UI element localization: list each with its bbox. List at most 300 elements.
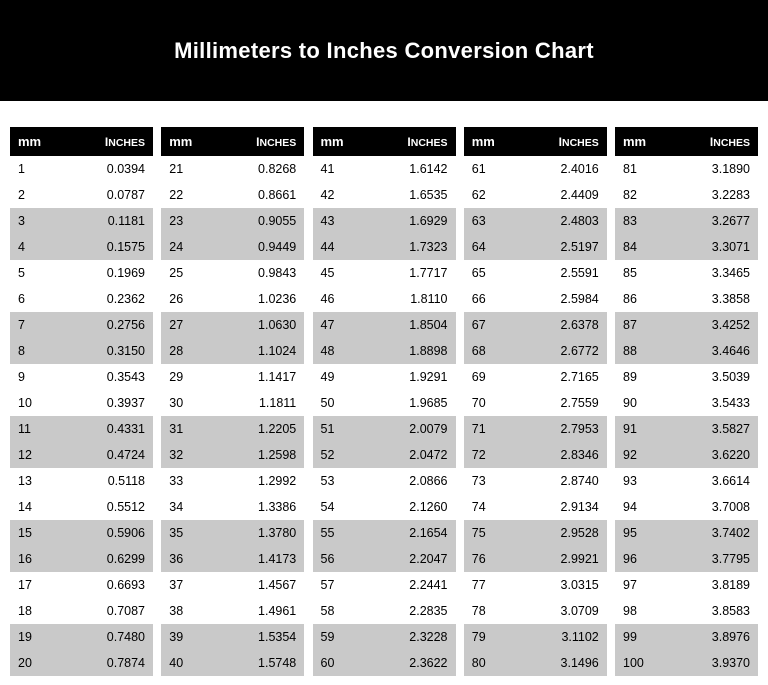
page-title: Millimeters to Inches Conversion Chart — [174, 37, 594, 63]
table-row — [313, 260, 456, 286]
table-row — [161, 572, 304, 598]
cell-mm: 51 — [313, 416, 385, 442]
table-row — [464, 234, 607, 260]
cell-inches: 3.5827 — [687, 416, 759, 442]
table-row — [313, 494, 456, 520]
cell-inches: 1.5748 — [233, 650, 305, 676]
table-row — [10, 494, 153, 520]
cell-mm: 15 — [10, 520, 82, 546]
cell-mm: 22 — [161, 182, 233, 208]
cell-mm: 64 — [464, 234, 536, 260]
cell-mm: 39 — [161, 624, 233, 650]
cell-mm: 24 — [161, 234, 233, 260]
cell-inches: 2.9528 — [535, 520, 607, 546]
table-row — [161, 598, 304, 624]
table-row — [313, 338, 456, 364]
cell-mm: 14 — [10, 494, 82, 520]
cell-inches: 1.1811 — [233, 390, 305, 416]
cell-inches: 3.8189 — [687, 572, 759, 598]
table-row — [161, 208, 304, 234]
cell-mm: 78 — [464, 598, 536, 624]
table-row — [161, 546, 304, 572]
table-row — [10, 598, 153, 624]
cell-inches: 0.8661 — [233, 182, 305, 208]
cell-inches: 3.7008 — [687, 494, 759, 520]
table-row — [10, 338, 153, 364]
cell-inches: 0.8268 — [233, 156, 305, 182]
table-row — [615, 598, 758, 624]
cell-inches: 0.4724 — [82, 442, 154, 468]
cell-mm: 26 — [161, 286, 233, 312]
cell-inches: 0.9843 — [233, 260, 305, 286]
column-header-inches: INCHES — [535, 127, 607, 156]
table-row — [313, 520, 456, 546]
cell-mm: 70 — [464, 390, 536, 416]
cell-inches: 0.7480 — [82, 624, 154, 650]
table-row — [615, 468, 758, 494]
cell-inches: 0.5906 — [82, 520, 154, 546]
table-row — [464, 260, 607, 286]
cell-mm: 47 — [313, 312, 385, 338]
cell-inches: 0.0394 — [82, 156, 154, 182]
cell-inches: 3.9370 — [687, 650, 759, 676]
table-row — [161, 468, 304, 494]
cell-inches: 3.2283 — [687, 182, 759, 208]
cell-inches: 3.7795 — [687, 546, 759, 572]
cell-mm: 94 — [615, 494, 687, 520]
table-row — [615, 494, 758, 520]
cell-inches: 0.1181 — [82, 208, 154, 234]
cell-mm: 7 — [10, 312, 82, 338]
cell-mm: 82 — [615, 182, 687, 208]
cell-mm: 29 — [161, 364, 233, 390]
cell-mm: 68 — [464, 338, 536, 364]
table-row — [161, 442, 304, 468]
table-row — [10, 468, 153, 494]
table-row — [464, 338, 607, 364]
cell-mm: 8 — [10, 338, 82, 364]
table-row — [10, 390, 153, 416]
table-row — [313, 416, 456, 442]
table-row — [464, 598, 607, 624]
table-row — [10, 520, 153, 546]
cell-mm: 28 — [161, 338, 233, 364]
table-row — [464, 312, 607, 338]
cell-mm: 35 — [161, 520, 233, 546]
cell-mm: 38 — [161, 598, 233, 624]
cell-mm: 55 — [313, 520, 385, 546]
cell-mm: 65 — [464, 260, 536, 286]
table-row — [161, 312, 304, 338]
table-row — [161, 364, 304, 390]
table-row — [10, 650, 153, 676]
cell-mm: 33 — [161, 468, 233, 494]
cell-mm: 49 — [313, 364, 385, 390]
table-row — [464, 390, 607, 416]
table-row — [464, 572, 607, 598]
cell-inches: 2.9921 — [535, 546, 607, 572]
table-row — [464, 416, 607, 442]
cell-mm: 97 — [615, 572, 687, 598]
cell-inches: 0.4331 — [82, 416, 154, 442]
cell-inches: 2.9134 — [535, 494, 607, 520]
cell-inches: 1.8504 — [384, 312, 456, 338]
cell-mm: 20 — [10, 650, 82, 676]
cell-mm: 66 — [464, 286, 536, 312]
cell-inches: 0.7087 — [82, 598, 154, 624]
cell-mm: 69 — [464, 364, 536, 390]
table-row — [10, 364, 153, 390]
conversion-table — [464, 127, 607, 676]
cell-inches: 0.6299 — [82, 546, 154, 572]
table-row — [464, 442, 607, 468]
cell-mm: 27 — [161, 312, 233, 338]
table-row — [161, 260, 304, 286]
cell-inches: 2.2047 — [384, 546, 456, 572]
table-row — [464, 494, 607, 520]
cell-inches: 1.7323 — [384, 234, 456, 260]
table-row — [161, 234, 304, 260]
table-row — [615, 390, 758, 416]
table-row — [464, 208, 607, 234]
cell-inches: 2.5591 — [535, 260, 607, 286]
cell-mm: 2 — [10, 182, 82, 208]
cell-inches: 3.2677 — [687, 208, 759, 234]
table-row — [615, 234, 758, 260]
cell-inches: 1.7717 — [384, 260, 456, 286]
cell-mm: 9 — [10, 364, 82, 390]
cell-inches: 2.4016 — [535, 156, 607, 182]
cell-inches: 3.6614 — [687, 468, 759, 494]
cell-mm: 63 — [464, 208, 536, 234]
cell-mm: 88 — [615, 338, 687, 364]
conversion-table — [313, 127, 456, 676]
cell-inches: 2.7165 — [535, 364, 607, 390]
cell-inches: 3.1496 — [535, 650, 607, 676]
table-row — [615, 312, 758, 338]
cell-inches: 1.1024 — [233, 338, 305, 364]
column-header-mm: mm — [10, 127, 82, 156]
cell-inches: 3.1102 — [535, 624, 607, 650]
table-row — [161, 338, 304, 364]
cell-mm: 75 — [464, 520, 536, 546]
cell-mm: 54 — [313, 494, 385, 520]
cell-mm: 83 — [615, 208, 687, 234]
cell-inches: 0.9449 — [233, 234, 305, 260]
conversion-table — [161, 127, 304, 676]
table-row — [615, 208, 758, 234]
table-row — [10, 156, 153, 182]
table-row — [313, 286, 456, 312]
cell-inches: 3.5039 — [687, 364, 759, 390]
column-header-mm: mm — [161, 127, 233, 156]
cell-inches: 2.3228 — [384, 624, 456, 650]
conversion-table — [615, 127, 758, 676]
table-row — [161, 182, 304, 208]
table-row — [313, 624, 456, 650]
column-header-inches: INCHES — [384, 127, 456, 156]
column-header-inches: INCHES — [687, 127, 759, 156]
table-row — [313, 546, 456, 572]
cell-mm: 61 — [464, 156, 536, 182]
cell-mm: 12 — [10, 442, 82, 468]
cell-inches: 2.7559 — [535, 390, 607, 416]
table-row — [313, 442, 456, 468]
table-row — [615, 182, 758, 208]
cell-mm: 34 — [161, 494, 233, 520]
table-row — [615, 156, 758, 182]
table-row — [10, 234, 153, 260]
cell-inches: 3.4646 — [687, 338, 759, 364]
table-row — [313, 650, 456, 676]
cell-mm: 93 — [615, 468, 687, 494]
cell-inches: 1.6142 — [384, 156, 456, 182]
cell-mm: 19 — [10, 624, 82, 650]
cell-mm: 84 — [615, 234, 687, 260]
cell-inches: 2.8740 — [535, 468, 607, 494]
table-row — [161, 156, 304, 182]
cell-inches: 3.0709 — [535, 598, 607, 624]
table-row — [464, 520, 607, 546]
cell-inches: 2.0472 — [384, 442, 456, 468]
cell-mm: 45 — [313, 260, 385, 286]
table-row — [464, 156, 607, 182]
cell-mm: 85 — [615, 260, 687, 286]
cell-mm: 46 — [313, 286, 385, 312]
table-row — [464, 364, 607, 390]
table-row — [313, 234, 456, 260]
cell-mm: 95 — [615, 520, 687, 546]
cell-inches: 0.7874 — [82, 650, 154, 676]
cell-inches: 0.0787 — [82, 182, 154, 208]
cell-mm: 89 — [615, 364, 687, 390]
table-header-row — [615, 127, 758, 156]
table-row — [615, 546, 758, 572]
title-bar — [0, 0, 768, 101]
cell-inches: 3.7402 — [687, 520, 759, 546]
cell-mm: 42 — [313, 182, 385, 208]
cell-inches: 2.4803 — [535, 208, 607, 234]
cell-mm: 81 — [615, 156, 687, 182]
cell-inches: 1.4567 — [233, 572, 305, 598]
column-header-inches: INCHES — [82, 127, 154, 156]
cell-inches: 1.8110 — [384, 286, 456, 312]
column-header-mm: mm — [464, 127, 536, 156]
table-header-row — [10, 127, 153, 156]
cell-inches: 1.9291 — [384, 364, 456, 390]
cell-inches: 1.2205 — [233, 416, 305, 442]
cell-mm: 43 — [313, 208, 385, 234]
cell-inches: 0.2362 — [82, 286, 154, 312]
cell-inches: 3.3071 — [687, 234, 759, 260]
cell-inches: 3.0315 — [535, 572, 607, 598]
cell-mm: 58 — [313, 598, 385, 624]
cell-mm: 13 — [10, 468, 82, 494]
cell-mm: 41 — [313, 156, 385, 182]
table-header-row — [161, 127, 304, 156]
cell-mm: 25 — [161, 260, 233, 286]
table-row — [464, 468, 607, 494]
table-row — [313, 364, 456, 390]
cell-mm: 100 — [615, 650, 687, 676]
cell-mm: 18 — [10, 598, 82, 624]
cell-inches: 0.9055 — [233, 208, 305, 234]
table-row — [313, 390, 456, 416]
cell-inches: 3.5433 — [687, 390, 759, 416]
table-row — [161, 286, 304, 312]
table-row — [10, 286, 153, 312]
table-row — [10, 572, 153, 598]
cell-inches: 2.0079 — [384, 416, 456, 442]
table-row — [615, 520, 758, 546]
table-row — [161, 390, 304, 416]
cell-mm: 57 — [313, 572, 385, 598]
cell-mm: 96 — [615, 546, 687, 572]
table-row — [161, 650, 304, 676]
table-row — [10, 182, 153, 208]
cell-inches: 2.5984 — [535, 286, 607, 312]
table-row — [10, 260, 153, 286]
cell-mm: 5 — [10, 260, 82, 286]
cell-inches: 2.7953 — [535, 416, 607, 442]
cell-inches: 1.2598 — [233, 442, 305, 468]
table-row — [161, 624, 304, 650]
cell-mm: 87 — [615, 312, 687, 338]
table-row — [615, 364, 758, 390]
table-row — [313, 572, 456, 598]
cell-mm: 60 — [313, 650, 385, 676]
table-row — [615, 416, 758, 442]
cell-mm: 91 — [615, 416, 687, 442]
cell-inches: 0.1575 — [82, 234, 154, 260]
cell-mm: 48 — [313, 338, 385, 364]
table-row — [313, 208, 456, 234]
cell-mm: 79 — [464, 624, 536, 650]
table-row — [615, 260, 758, 286]
cell-mm: 53 — [313, 468, 385, 494]
cell-mm: 86 — [615, 286, 687, 312]
cell-mm: 32 — [161, 442, 233, 468]
cell-mm: 16 — [10, 546, 82, 572]
table-row — [313, 182, 456, 208]
cell-mm: 10 — [10, 390, 82, 416]
cell-mm: 40 — [161, 650, 233, 676]
cell-inches: 2.1260 — [384, 494, 456, 520]
cell-inches: 1.8898 — [384, 338, 456, 364]
cell-inches: 3.3465 — [687, 260, 759, 286]
cell-mm: 56 — [313, 546, 385, 572]
cell-inches: 2.0866 — [384, 468, 456, 494]
cell-mm: 71 — [464, 416, 536, 442]
cell-inches: 1.4173 — [233, 546, 305, 572]
cell-inches: 0.5118 — [82, 468, 154, 494]
cell-mm: 73 — [464, 468, 536, 494]
cell-mm: 59 — [313, 624, 385, 650]
cell-mm: 30 — [161, 390, 233, 416]
cell-mm: 44 — [313, 234, 385, 260]
table-header-row — [313, 127, 456, 156]
cell-inches: 3.8976 — [687, 624, 759, 650]
cell-mm: 98 — [615, 598, 687, 624]
table-row — [313, 312, 456, 338]
table-row — [10, 416, 153, 442]
cell-inches: 1.4961 — [233, 598, 305, 624]
table-row — [10, 442, 153, 468]
cell-inches: 2.8346 — [535, 442, 607, 468]
column-header-mm: mm — [615, 127, 687, 156]
cell-mm: 72 — [464, 442, 536, 468]
cell-mm: 99 — [615, 624, 687, 650]
table-row — [313, 598, 456, 624]
cell-inches: 2.2441 — [384, 572, 456, 598]
cell-mm: 52 — [313, 442, 385, 468]
table-row — [464, 624, 607, 650]
table-row — [313, 468, 456, 494]
cell-mm: 23 — [161, 208, 233, 234]
cell-inches: 1.3386 — [233, 494, 305, 520]
conversion-tables-area — [0, 101, 768, 676]
table-row — [313, 156, 456, 182]
cell-mm: 11 — [10, 416, 82, 442]
cell-inches: 1.5354 — [233, 624, 305, 650]
cell-mm: 4 — [10, 234, 82, 260]
cell-mm: 36 — [161, 546, 233, 572]
cell-mm: 67 — [464, 312, 536, 338]
table-header-row — [464, 127, 607, 156]
cell-mm: 21 — [161, 156, 233, 182]
cell-mm: 31 — [161, 416, 233, 442]
cell-mm: 17 — [10, 572, 82, 598]
table-row — [464, 546, 607, 572]
cell-mm: 90 — [615, 390, 687, 416]
cell-inches: 3.4252 — [687, 312, 759, 338]
cell-inches: 3.1890 — [687, 156, 759, 182]
cell-inches: 0.5512 — [82, 494, 154, 520]
table-row — [10, 208, 153, 234]
cell-inches: 1.3780 — [233, 520, 305, 546]
cell-inches: 2.6378 — [535, 312, 607, 338]
cell-inches: 3.6220 — [687, 442, 759, 468]
table-row — [10, 624, 153, 650]
cell-inches: 1.0236 — [233, 286, 305, 312]
cell-inches: 0.6693 — [82, 572, 154, 598]
cell-mm: 77 — [464, 572, 536, 598]
table-row — [615, 286, 758, 312]
cell-inches: 2.1654 — [384, 520, 456, 546]
table-row — [464, 650, 607, 676]
table-row — [161, 416, 304, 442]
cell-inches: 0.3150 — [82, 338, 154, 364]
table-row — [615, 650, 758, 676]
cell-inches: 1.6929 — [384, 208, 456, 234]
cell-mm: 37 — [161, 572, 233, 598]
conversion-table — [10, 127, 153, 676]
cell-mm: 1 — [10, 156, 82, 182]
table-row — [161, 520, 304, 546]
cell-inches: 3.8583 — [687, 598, 759, 624]
cell-inches: 1.1417 — [233, 364, 305, 390]
cell-inches: 1.6535 — [384, 182, 456, 208]
cell-inches: 2.2835 — [384, 598, 456, 624]
cell-inches: 2.4409 — [535, 182, 607, 208]
cell-inches: 0.3543 — [82, 364, 154, 390]
cell-mm: 76 — [464, 546, 536, 572]
cell-mm: 50 — [313, 390, 385, 416]
cell-mm: 92 — [615, 442, 687, 468]
cell-inches: 3.3858 — [687, 286, 759, 312]
cell-mm: 74 — [464, 494, 536, 520]
cell-mm: 3 — [10, 208, 82, 234]
